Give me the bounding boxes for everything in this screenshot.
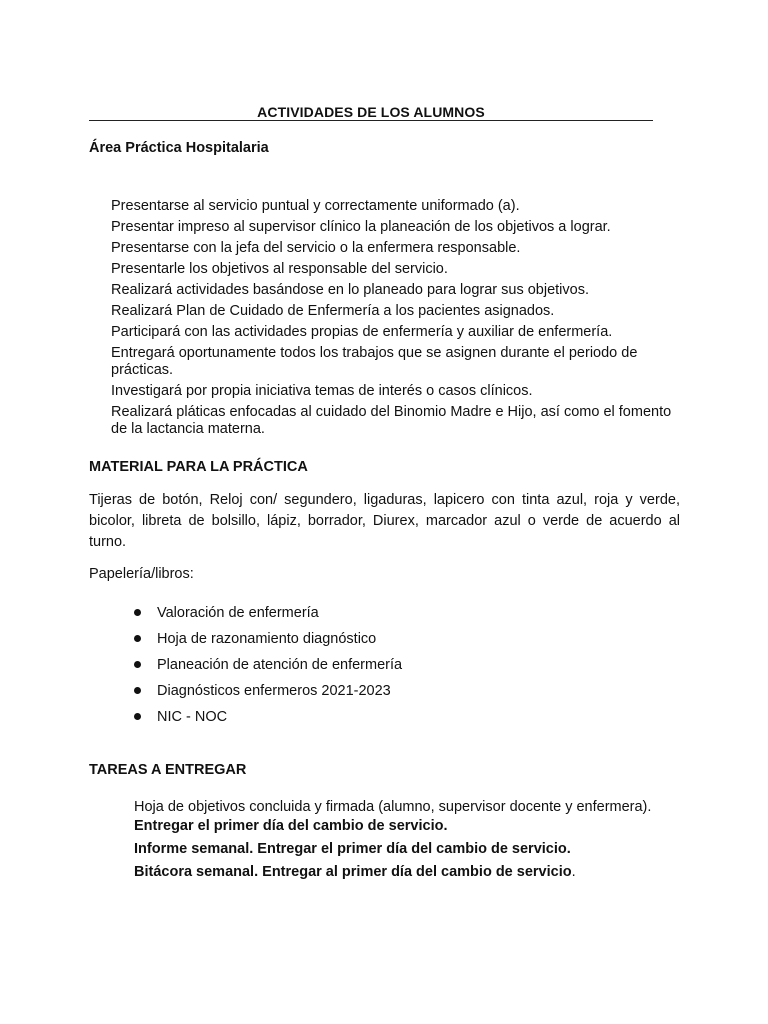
activity-item: Investigará por propia iniciativa temas de interés o casos clínicos. <box>111 383 533 399</box>
papeleria-item-label: Hoja de razonamiento diagnóstico <box>157 631 377 647</box>
activity-item: Presentarse al servicio puntual y correctamente uniformado (a). <box>111 198 520 214</box>
activity-item: Entregará oportunamente todos los trabajos que se asignen durante el periodo de prácticas. <box>111 345 638 378</box>
activity-item: Presentarle los objetivos al responsable del servicio. <box>111 261 448 277</box>
papeleria-item <box>134 629 402 655</box>
bullet-icon <box>134 635 141 642</box>
papeleria-item-label: Diagnósticos enfermeros 2021-2023 <box>157 683 391 699</box>
activities-list <box>111 198 691 442</box>
bullet-icon <box>134 713 141 720</box>
bullet-icon <box>134 609 141 616</box>
tarea-line <box>134 840 694 859</box>
bullet-icon <box>134 661 141 668</box>
bullet-icon <box>134 687 141 694</box>
papeleria-item-label: Planeación de atención de enfermería <box>157 657 403 673</box>
page-title: ACTIVIDADES DE LOS ALUMNOS <box>257 104 485 120</box>
tareas-list <box>134 798 694 882</box>
papeleria-item-label: Valoración de enfermería <box>157 605 319 621</box>
area-heading: Área Práctica Hospitalaria <box>89 140 269 156</box>
papeleria-list <box>134 603 402 733</box>
activity-item: Participará con las actividades propias de enfermería y auxiliar de enfermería. <box>111 324 613 340</box>
tarea-line-text: Informe semanal. Entregar el primer día del cambio de servicio. <box>134 841 571 857</box>
activity-item: Presentarse con la jefa del servicio o la enfermera responsable. <box>111 240 521 256</box>
tareas-heading: TAREAS A ENTREGAR <box>89 762 247 778</box>
activity-item: Realizará pláticas enfocadas al cuidado del Binomio Madre e Hijo, así como el fomento de la lactancia materna. <box>111 404 672 437</box>
activity-item: Realizará Plan de Cuidado de Enfermería a los pacientes asignados. <box>111 303 555 319</box>
tarea-line: Hoja de objetivos concluida y firmada (alumno, supervisor docente y enfermera). <box>134 799 652 815</box>
activity-item: Presentar impreso al supervisor clínico la planeación de los objetivos a lograr. <box>111 219 611 235</box>
papeleria-item <box>134 707 402 733</box>
papeleria-item <box>134 681 402 707</box>
papeleria-item-label: NIC - NOC <box>157 709 228 725</box>
papeleria-item <box>134 655 402 681</box>
papeleria-item <box>134 603 402 629</box>
material-text: Tijeras de botón, Reloj con/ segundero, ligaduras, lapicero con tinta azul, roja y verde, bicolor, libreta de bolsillo, lápiz, borrador, Diurex, marcador azul o verde de acuerdo al turno. <box>89 492 680 550</box>
papeleria-label: Papelería/libros: <box>89 566 194 582</box>
tarea-line: Entregar el primer día del cambio de servicio. <box>134 818 448 834</box>
tarea-line-period: . <box>571 864 576 880</box>
material-heading: MATERIAL PARA LA PRÁCTICA <box>89 459 308 475</box>
tarea-line-text: Bitácora semanal. Entregar al primer día del cambio de servicio <box>134 864 572 880</box>
tarea-line <box>134 863 694 882</box>
title-underline <box>89 120 653 121</box>
activity-item: Realizará actividades basándose en lo planeado para lograr sus objetivos. <box>111 282 589 298</box>
